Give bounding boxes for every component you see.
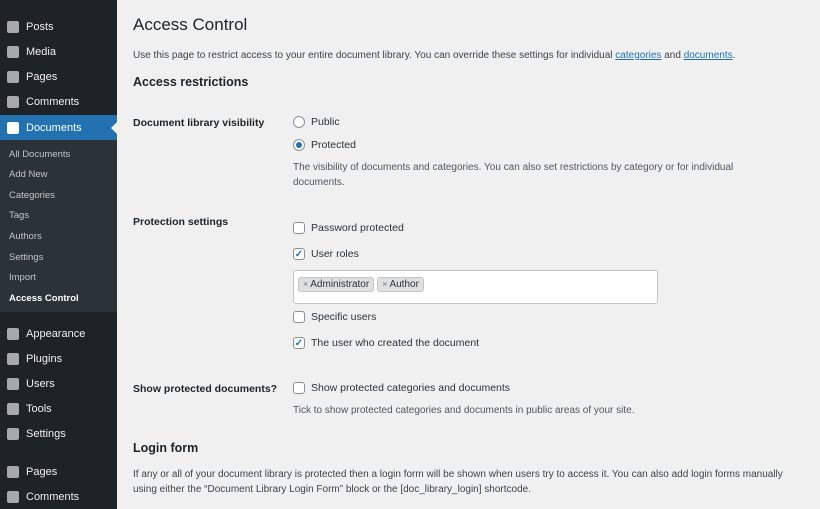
brush-icon <box>7 328 19 340</box>
menu-label: Pages <box>26 465 58 478</box>
settings-icon <box>7 428 19 440</box>
visibility-description: The visibility of documents and categories. You can also set restrictions by category or for individual documents. <box>293 162 734 188</box>
menu-users[interactable] <box>0 371 117 396</box>
login-form-description: If any or all of your document library is protected then a login form will be shown when users try to access it. You can also add login forms manually using either the “Document Library Login Form” block or the [doc_library_login] shortcode. <box>133 469 783 495</box>
document-icon <box>7 122 19 134</box>
checkbox-show-protected[interactable] <box>293 382 510 394</box>
radio[interactable] <box>293 139 305 151</box>
show-protected-label: Show protected documents? <box>133 383 278 395</box>
checkbox[interactable] <box>293 311 305 323</box>
checkbox-checked[interactable]: ✓ <box>294 337 304 349</box>
menu-pages[interactable] <box>0 64 117 89</box>
wrench-icon <box>7 403 19 415</box>
menu-plugins[interactable] <box>0 346 117 371</box>
submenu-authors[interactable]: Authors <box>9 231 42 242</box>
menu-label: Posts <box>26 20 54 33</box>
submenu-tags[interactable]: Tags <box>9 210 30 221</box>
show-protected-description: Tick to show protected categories and documents in public areas of your site. <box>293 405 635 416</box>
remove-icon[interactable]: × <box>382 279 388 289</box>
menu-label: Comments <box>26 490 80 503</box>
option-label: Show protected categories and documents <box>311 382 511 394</box>
visibility-label: Document library visibility <box>133 117 265 129</box>
role-tag-author <box>377 277 424 292</box>
menu-label: Appearance <box>26 327 86 340</box>
submenu-add-new[interactable]: Add New <box>9 169 48 180</box>
page-title: Access Control <box>133 15 248 34</box>
submenu-settings[interactable]: Settings <box>9 252 44 263</box>
checkbox-checked[interactable]: ✓ <box>294 248 304 260</box>
section-access-restrictions: Access restrictions <box>133 75 249 89</box>
menu-media[interactable] <box>0 39 117 64</box>
menu-pages-2[interactable] <box>0 459 117 484</box>
documents-link[interactable]: documents <box>683 50 733 61</box>
pages-icon <box>7 71 19 83</box>
pin-icon <box>7 21 19 33</box>
menu-label: Documents <box>26 121 82 134</box>
menu-documents[interactable] <box>0 115 117 140</box>
option-label: Specific users <box>311 311 377 323</box>
menu-comments-2[interactable] <box>0 484 117 509</box>
submenu-all-documents[interactable]: All Documents <box>9 149 71 160</box>
menu-label: Settings <box>26 427 66 440</box>
comment-icon <box>7 491 19 503</box>
checkbox-specific-users[interactable] <box>293 311 376 323</box>
intro: Use this page to restrict access to your entire document library. You can override these settings for individual <box>133 50 616 61</box>
option-label: Password protected <box>311 222 404 234</box>
menu-label: Media <box>26 45 56 58</box>
pages-icon <box>7 466 19 478</box>
submenu-import[interactable]: Import <box>9 272 36 283</box>
option-label: Public <box>311 116 340 128</box>
menu-label: Tools <box>26 402 52 415</box>
roles-select-input[interactable] <box>293 270 658 304</box>
user-icon <box>7 378 19 390</box>
option-label: User roles <box>311 248 359 260</box>
radio-protected[interactable] <box>293 139 356 151</box>
radio[interactable] <box>293 116 305 128</box>
and: and <box>661 50 684 61</box>
section-login-form: Login form <box>133 441 199 455</box>
remove-icon[interactable]: × <box>303 279 309 289</box>
admin-sidebar <box>0 0 117 509</box>
protection-label: Protection settings <box>133 216 229 228</box>
menu-label: Users <box>26 377 55 390</box>
media-icon <box>7 46 19 58</box>
checkbox[interactable] <box>293 222 305 234</box>
submenu-categories[interactable]: Categories <box>9 190 55 201</box>
categories-link[interactable]: categories <box>615 50 662 61</box>
tag-label: Administrator <box>310 279 370 290</box>
role-tag-administrator <box>298 277 374 292</box>
option-label: The user who created the document <box>311 337 480 349</box>
submenu-access-control[interactable]: Access Control <box>9 293 79 304</box>
plugin-icon <box>7 353 19 365</box>
documents-submenu <box>0 140 117 312</box>
checkbox-document-creator[interactable] <box>293 337 479 349</box>
radio-public[interactable] <box>293 116 340 128</box>
menu-posts[interactable] <box>0 14 117 39</box>
period: . <box>732 50 736 61</box>
menu-label: Pages <box>26 70 58 83</box>
option-label: Protected <box>311 139 356 151</box>
checkbox-user-roles[interactable] <box>293 248 359 260</box>
menu-comments[interactable] <box>0 89 117 114</box>
menu-settings[interactable] <box>0 421 117 446</box>
menu-label: Plugins <box>26 352 63 365</box>
menu-appearance[interactable] <box>0 321 117 346</box>
checkbox-password[interactable] <box>293 222 404 234</box>
tag-label: Author <box>389 279 419 290</box>
checkbox[interactable] <box>293 382 305 394</box>
menu-label: Comments <box>26 95 80 108</box>
comment-icon <box>7 96 19 108</box>
intro-text <box>133 50 735 61</box>
menu-tools[interactable] <box>0 396 117 421</box>
